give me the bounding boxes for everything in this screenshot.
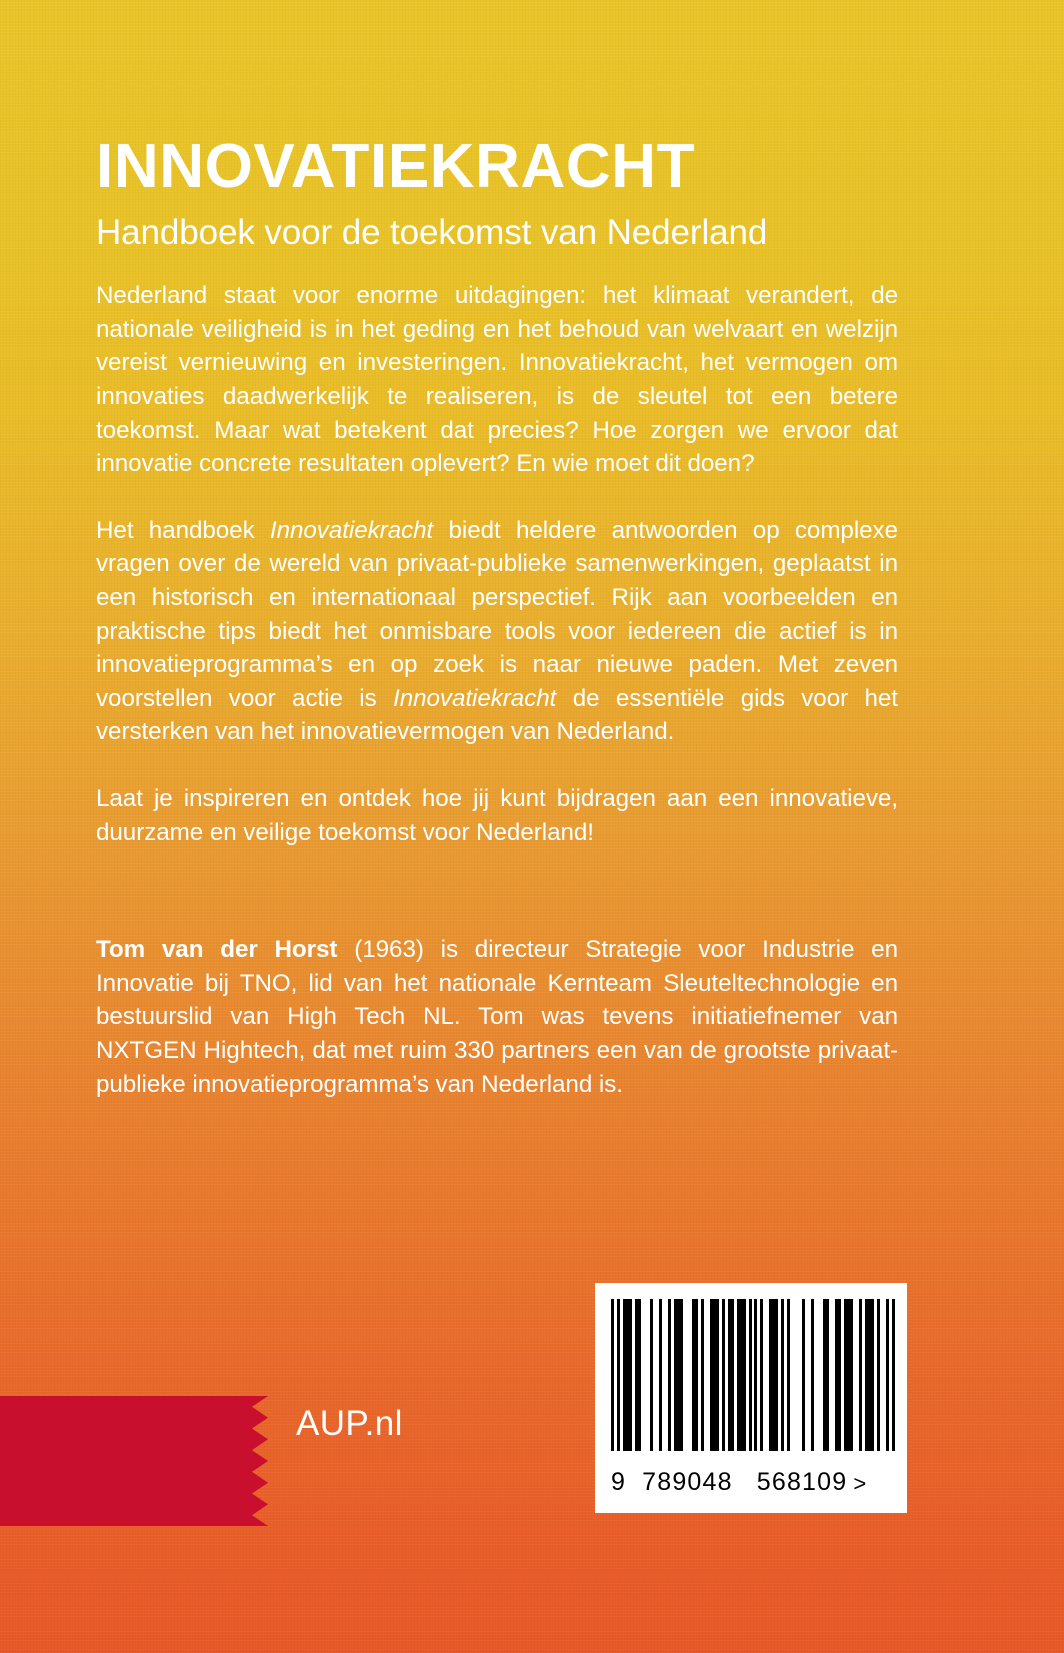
banner-zigzag-edge-icon [246, 1396, 268, 1526]
author-bio-text: (1963) is directeur Strategie voor Industrie en Innovatie bij TNO, lid van het nationale Kernteam Sleuteltechnologie en bestuurslid van High Tech NL. Tom was tevens initiatiefnemer van NXTGEN Hightech, dat met ruim 330 partners een van de grootste privaat-publieke innovatieprogramma’s van Nederland is. [96, 936, 898, 1098]
barcode-digits [609, 1451, 893, 1497]
cover-text-content [96, 0, 898, 1101]
isbn-barcode [595, 1283, 907, 1513]
blurb-block [96, 279, 898, 1101]
blurb-p2-text-c: de essentiële gids voor het versterken van het innovatievermogen van Nederland. [96, 684, 898, 746]
publisher-logo-text: AUP.nl [296, 1404, 403, 1443]
blurb-paragraph-1 [96, 279, 898, 481]
blurb-p2-italic-title-b: Innovatiekracht [393, 684, 557, 712]
blurb-p1-text: Nederland staat voor enorme uitdagingen: het klimaat verandert, de nationale veiligheid is in het geding en het behoud van welvaart en welzijn vereist vernieuwing en investeringen. Innovatiekracht, het vermogen om innovaties daadwerkelijk te realiseren, is de sleutel tot een betere toekomst. Maar wat betekent dat precies? Hoe zorgen we ervoor dat innovatie concrete resultaten oplevert? En wie moet dit doen? [96, 282, 898, 478]
book-subtitle: Handboek voor de toekomst van Nederland [96, 213, 768, 252]
blurb-p2-text-a: Het handboek [96, 516, 270, 544]
blurb-p2-italic-title-a: Innovatiekracht [269, 516, 434, 544]
blurb-p3-text: Laat je inspireren en ontdek hoe jij kunt bijdragen aan een innovatieve, duurzame en veilige toekomst voor Nederland! [96, 785, 898, 846]
barcode-group-right: 568109 [756, 1468, 848, 1496]
blurb-paragraph-3 [96, 782, 898, 849]
blurb-paragraph-2 [96, 514, 898, 749]
publisher-red-banner [0, 1396, 246, 1526]
blurb-p2-text-b: biedt heldere antwoorden op complexe vragen over de wereld van privaat-publieke samenwerkingen, geplaatst in een historisch en internationaal perspectief. Rijk aan voorbeelden en praktische tips biedt het onmisbare tools voor iedereen die actief is in innovatieprogramma’s en op zoek is naar nieuwe paden. Met zeven voorstellen voor actie is [96, 516, 899, 712]
book-title: INNOVATIEKRACHT [96, 132, 696, 201]
barcode-group-left: 789048 [642, 1468, 733, 1496]
barcode-trailing-symbol: > [853, 1471, 868, 1496]
barcode-digit-first: 9 [611, 1468, 627, 1496]
barcode-bars [611, 1299, 895, 1451]
author-bio-paragraph [96, 933, 898, 1101]
author-name: Tom van der Horst [96, 936, 338, 964]
